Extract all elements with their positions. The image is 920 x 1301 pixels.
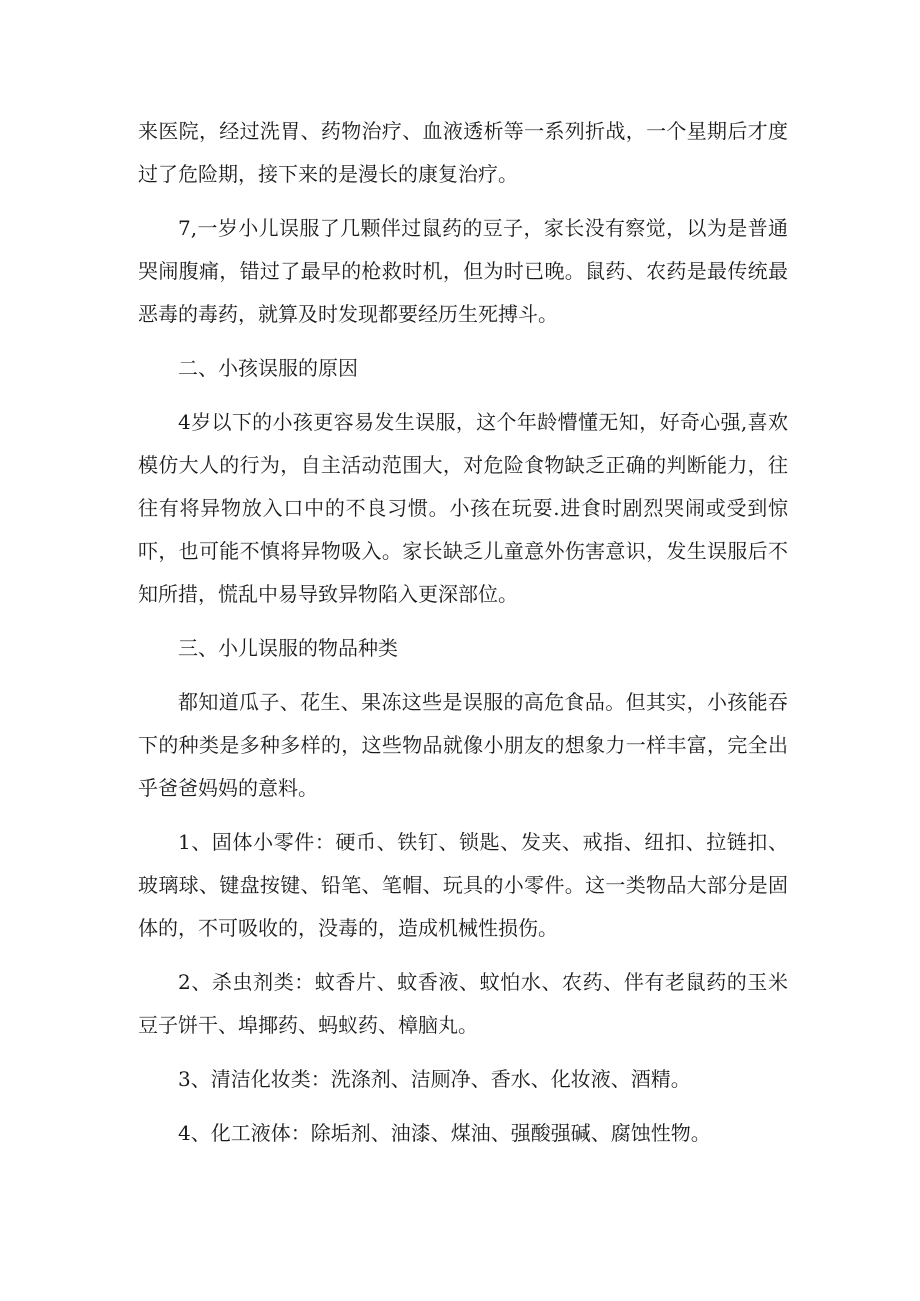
paragraph-case-7: 7,一岁小儿误服了几颗伴过鼠药的豆子，家长没有察觉，以为是普通哭闹腹痛，错过了最早的枪救时机，但为时已晚。鼠药、农药是最传统最恶毒的毒药，就算及时发现都要经历生死搏斗。 [138,216,788,326]
paragraph-continuation: 来医院，经过洗胃、药物治疗、血液透析等一系列折战，一个星期后才度过了危险期，接下来的是漫长的康复治疗。 [138,119,788,186]
list-item-insecticides: 2、杀虫剂类：蚊香片、蚊香液、蚊怕水、农药、伴有老鼠药的玉米豆子饼干、埠揶药、蚂蚁药、樟脑丸。 [138,970,788,1037]
paragraph-item-types-intro: 都知道瓜子、花生、果冻这些是误服的高危食品。但其实，小孩能吞下的种类是多种多样的，这些物品就像小朋友的想象力一样丰富，完全出乎爸爸妈妈的意料。 [138,690,788,800]
list-item-cleaning-cosmetics: 3、清洁化妆类：洗涤剂、洁厕净、香水、化妆液、酒精。 [178,1067,691,1091]
list-item-solid-parts: 1、固体小零件：硬币、铁钉、锁匙、发夹、戒指、纽扣、拉链扣、玻璃球、键盘按键、铅笔、笔帽、玩具的小零件。这一类物品大部分是固体的，不可吸收的，没毒的，造成机械性损伤。 [138,830,788,940]
section-heading-item-types: 三、小儿误服的物品种类 [178,636,398,660]
paragraph-causes: 4岁以下的小孩更容易发生误服，这个年龄懵懂无知，好奇心强,喜欢模仿大人的行为，自主活动范围大，对危险食物缺乏正确的判断能力，往往有将异物放入口中的不良习惯。小孩在玩耍.进食时剧烈哭闹或受到惊吓，也可能不慎将异物吸入。家长缺乏儿童意外伤害意识，发生误服后不知所措，慌乱中易导致异物陷入更深部位。 [138,410,788,606]
section-heading-causes: 二、小孩误服的原因 [178,356,358,380]
document-body [138,110,788,1155]
list-item-chemical-liquids: 4、化工液体：除垢剂、油漆、煤油、强酸强碱、腐蚀性物。 [178,1121,711,1145]
